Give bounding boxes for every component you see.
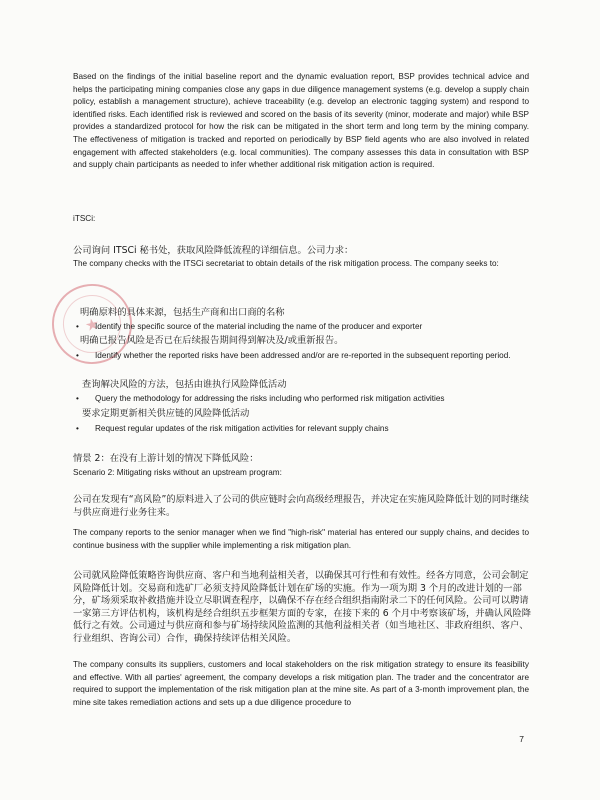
- bullet-4-en: Request regular updates of the risk mitigation activities for relevant supply chains: [95, 424, 389, 433]
- bullet-4-zh: 要求定期更新相关供应链的风险降低活动: [82, 408, 250, 419]
- bullet-2-zh: 明确已报告风险是否已在后续报告期间得到解决及/或重新报告。: [80, 335, 344, 346]
- scenario-2-heading-en: Scenario 2: Mitigating risks without an upstream program:: [73, 468, 282, 477]
- scenario-2-heading-zh: 情景 2：在没有上游计划的情况下降低风险：: [73, 453, 259, 464]
- itsci-intro-zh: 公司询问 ITSCi 秘书处，获取风险降低流程的详细信息。公司力求：: [73, 245, 354, 256]
- intro-paragraph: Based on the findings of the initial baseline report and the dynamic evaluation report, BSP provides technical advice and helps the participating mining companies close any gaps in due diligence management systems (e.g. develop a supply chain policy, establish a management structure), achieve traceability (e.g. develop an electronic tagging system) and respond to identified risks. Each identified risk is reviewed and scored on the basis of its severity (minor, moderate and major) while BSP provides a standardized protocol for how the risk can be mitigated in the short term and long term by the mining company. The effectiveness of mitigation is tracked and reported on periodically by BSP field agents who are also involved in related engagement with affected stakeholders (e.g. local communities). The company assesses this data in consultation with BSP and supply chain participants as needed to infer whether additional risk mitigation action is required.: [73, 72, 529, 170]
- section-heading-itsci: iTSCi:: [73, 214, 96, 223]
- itsci-intro-en: The company checks with the ITSCi secretariat to obtain details of the risk mitigation process. The company seeks to:: [73, 259, 499, 268]
- bullet-3-en: Query the methodology for addressing the risks including who performed risk mitigation activities: [95, 394, 445, 403]
- paragraph-3-en: The company consults its suppliers, customers and local stakeholders on the risk mitigation strategy to ensure its feasibility and effective. With all parties' agreement, the company develops a risk mitigation plan. The trader and the concentrator are required to support the implementation of the risk mitigation plan at the mine site. As part of a 3-month improvement plan, the mine site takes remediation actions and sets up a due diligence procedure to: [73, 660, 529, 707]
- bullet-2-en: Identify whether the reported risks have been addressed and/or are re-reported in the subsequent reporting period.: [95, 351, 511, 360]
- page-number: 7: [519, 734, 524, 744]
- bullet-2-marker: •: [76, 351, 79, 360]
- bullet-1-zh: 明确原料的具体来源，包括生产商和出口商的名称: [80, 307, 285, 318]
- paragraph-2-zh: 公司在发现有“高风险”的原料进入了公司的供应链时会向高级经理报告，并决定在实施风险降低计划的同时继续与供应商进行业务往来。: [73, 494, 529, 518]
- bullet-3-marker: •: [76, 394, 79, 403]
- bullet-4-marker: •: [76, 424, 79, 433]
- paragraph-2-en: The company reports to the senior manager when we find "high-risk" material has entered our supply chains, and decides to continue business with the supplier while implementing a risk mitigation plan.: [73, 528, 529, 550]
- paragraph-3-zh: 公司就风险降低策略咨询供应商、客户和当地利益相关者，以确保其可行性和有效性。经各方同意，公司会制定风险降低计划。交易商和选矿厂必须支持风险降低计划在矿场的实施。作为一项为期 3 个月的改进计划的一部分，矿场须采取补救措施并设立尽职调查程序，以确保不存在经合组织指南附录二下的任何风险。公司可以聘请一家第三方评估机构，该机构是经合组织五步框架方面的专家，在接下来的 6 个月中考察该矿场，并确认风险降低行之有效。公司通过与供应商和参与矿场持续风险监测的其他利益相关者（如当地社区、非政府组织、客户、行业组织、咨询公司）合作，确保持续评估相关风险。: [73, 570, 532, 644]
- bullet-3-zh: 查询解决风险的方法，包括由谁执行风险降低活动: [82, 379, 287, 390]
- stamp-star-icon: ★: [83, 313, 102, 336]
- bullet-1-marker: •: [76, 322, 79, 331]
- bullet-1-en: Identify the specific source of the material including the name of the producer and exporter: [95, 322, 423, 331]
